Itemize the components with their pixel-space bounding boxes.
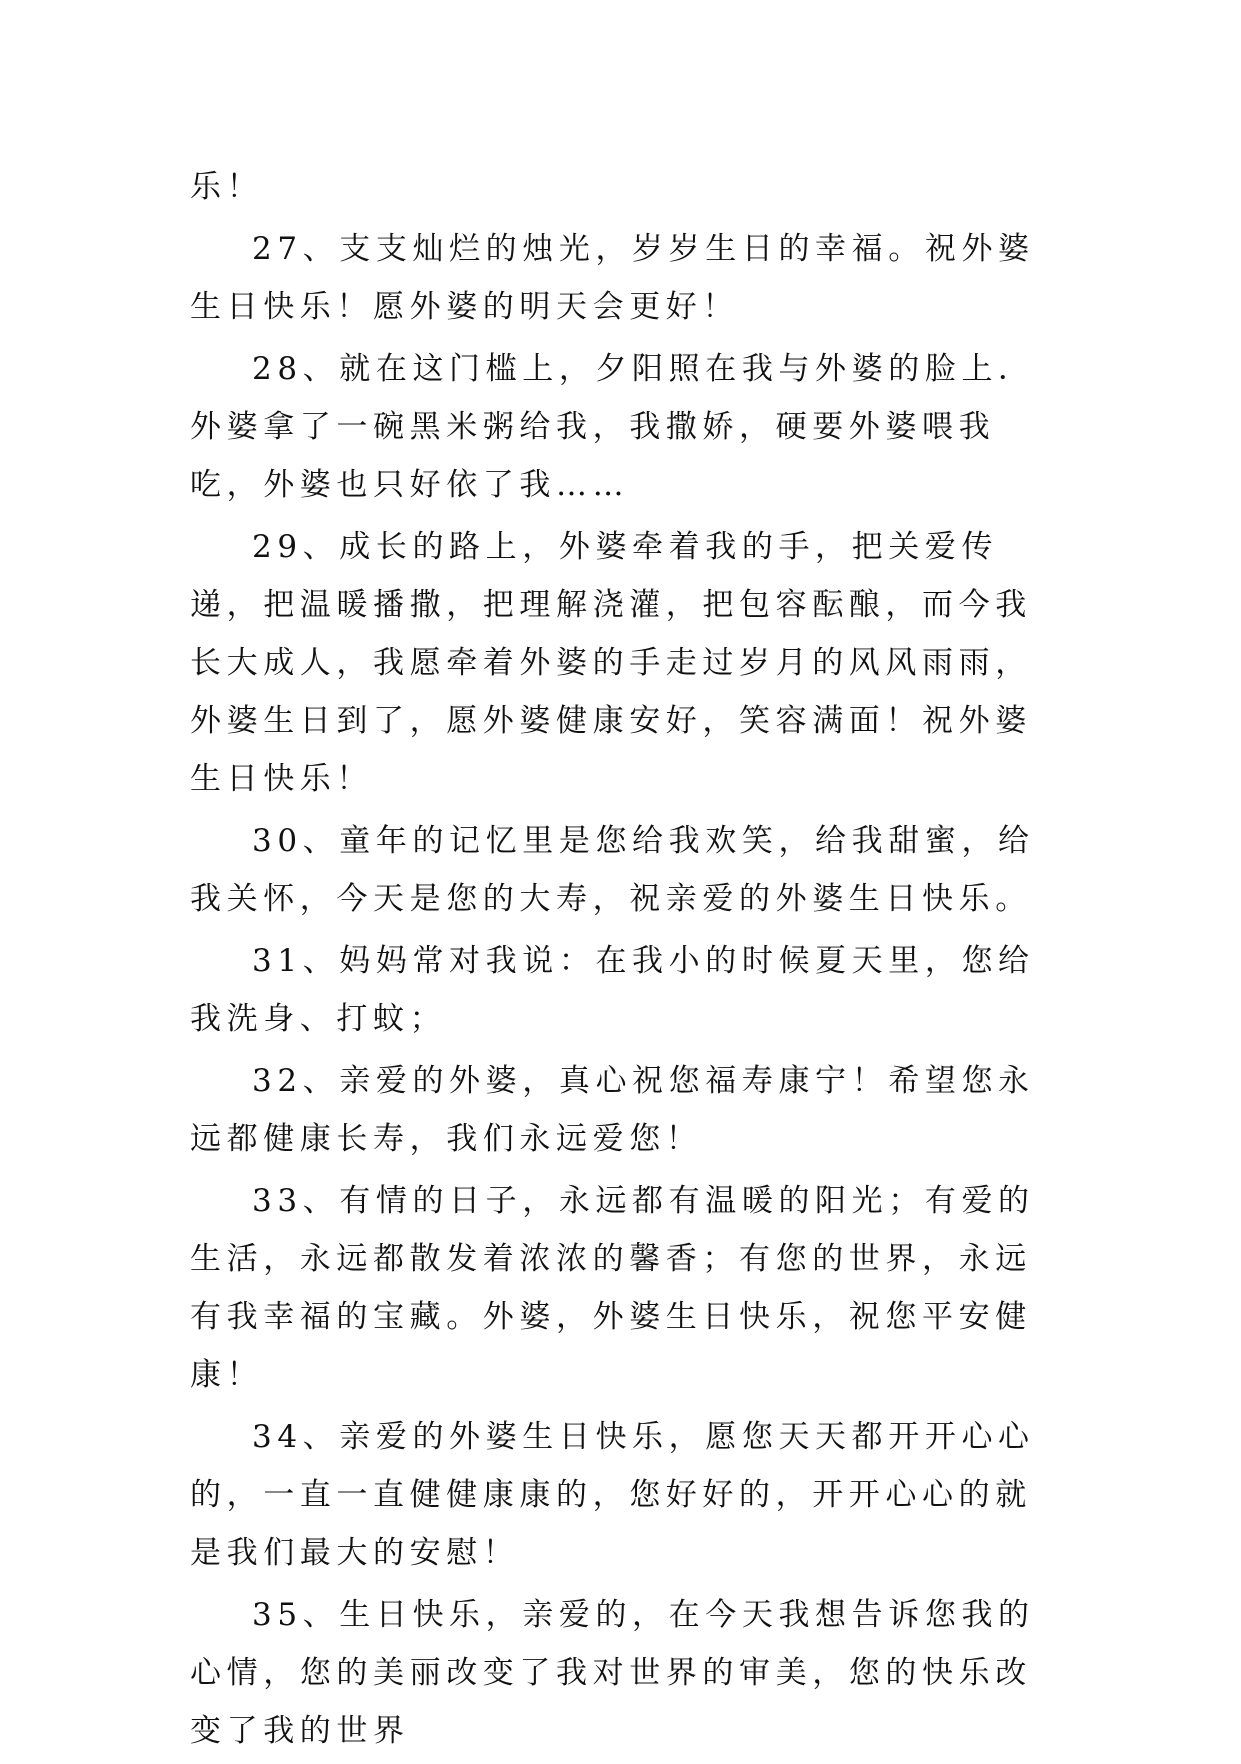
paragraph-31: 31、妈妈常对我说：在我小的时候夏天里，您给我洗身、打蚊； [190, 943, 1035, 1037]
paragraph-32: 32、亲爱的外婆，真心祝您福寿康宁！希望您永远都健康长寿，我们永远爱您！ [190, 1063, 1035, 1157]
paragraph-30: 30、童年的记忆里是您给我欢笑，给我甜蜜，给我关怀，今天是您的大寿，祝亲爱的外婆生日快乐。 [190, 823, 1035, 917]
paragraph-33: 33、有情的日子，永远都有温暖的阳光；有爱的生活，永远都散发着浓浓的馨香；有您的世界，永远有我幸福的宝藏。外婆，外婆生日快乐，祝您平安健康！ [190, 1183, 1035, 1393]
paragraph-continuation: 乐！ [190, 169, 264, 205]
paragraph-29: 29、成长的路上，外婆牵着我的手，把关爱传递，把温暖播撒，把理解浇灌，把包容酝酿，而今我长大成人，我愿牵着外婆的手走过岁月的风风雨雨，外婆生日到了，愿外婆健康安好，笑容满面！祝外婆生日快乐！ [190, 529, 1032, 797]
paragraph-28: 28、就在这门槛上，夕阳照在我与外婆的脸上．外婆拿了一碗黑米粥给我，我撒娇，硬要外婆喂我吃，外婆也只好依了我…… [190, 351, 1035, 503]
paragraph-34: 34、亲爱的外婆生日快乐，愿您天天都开开心心的，一直一直健健康康的，您好好的，开开心心的就是我们最大的安慰！ [190, 1419, 1035, 1571]
paragraph-35: 35、生日快乐，亲爱的，在今天我想告诉您我的心情，您的美丽改变了我对世界的审美，您的快乐改变了我的世界 [190, 1597, 1035, 1749]
document-body [190, 158, 1050, 1764]
paragraph-27: 27、支支灿烂的烛光，岁岁生日的幸福。祝外婆生日快乐！愿外婆的明天会更好！ [190, 231, 1035, 325]
